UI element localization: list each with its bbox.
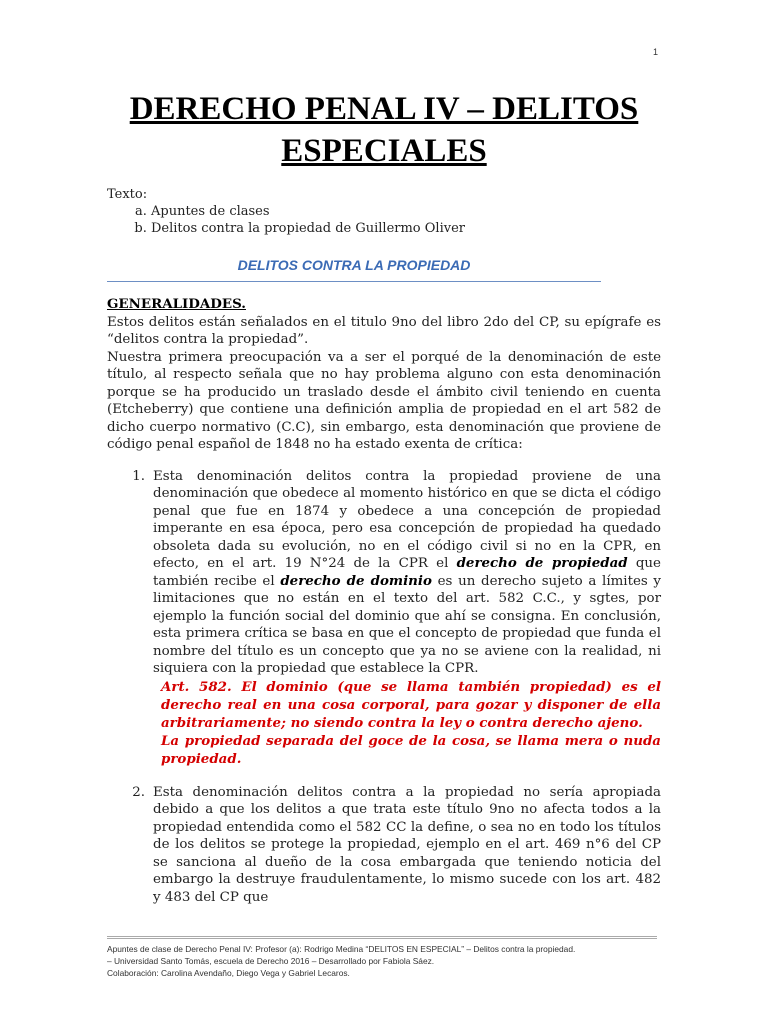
texto-block [107,186,465,237]
item-text: Esta denominación delitos contra la propiedad proviene de una denominación que obedece al momento histórico en que se dicta el código penal que fue en 1874 y obedece a una concepción de propiedad imperante en esa época, pero esa concepción de propiedad ha quedado obsoleta dada su evolución, no en el código civil si no en la CPR, en efecto, en el art. 19 N°24 de la CPR el derecho de propiedad que también recibe el derecho de dominio es un derecho sujeto a límites y limitaciones que no están en el texto del art. 582 C.C., y sgtes, por ejemplo la función social del dominio que ahí se consigna. En conclusión, esta primera crítica se basa en que el concepto de propiedad que funda el nombre del título es un concepto que ya no se aviene con la realidad, ni siquiera con la propiedad que establece la CPR. [153,468,661,676]
criticism-list [107,468,661,907]
texto-label: Texto: [107,187,148,202]
texto-list [107,203,465,237]
article-quote: La propiedad separada del goce de la cosa, se llama mera o nuda propiedad. [161,732,661,767]
footer-line: Colaboración: Carolina Avendaño, Diego Vega y Gabriel Lecaros. [107,968,350,978]
footer-line: Apuntes de clase de Derecho Penal IV: Profesor (a): Rodrigo Medina “DELITOS EN ESPECIAL” – Delitos contra la propiedad. [107,944,576,954]
texto-item: b. Delitos contra la propiedad de Guillermo Oliver [151,220,465,237]
title-line-1: DERECHO PENAL IV – DELITOS [129,91,639,127]
document-title [0,88,768,172]
list-number: 1. [132,468,145,484]
generalidades-heading: GENERALIDADES. [107,296,246,312]
main-content [107,296,661,922]
emphasis: derecho de propiedad [456,555,628,571]
article-quote: Art. 582. El dominio (que se llama también propiedad) es el derecho real en una cosa corporal, para gozar y disponer de ella arbitrariamente; no siendo contra la ley o contra derecho ajeno. [161,678,661,731]
list-number: 2. [132,784,145,800]
item-text: Esta denominación delitos contra a la propiedad no sería apropiada debido a que los delitos a que trata este título 9no no afecta todos a la propiedad entendida como el 582 CC la define, o sea no en todo los títulos de los delitos se protege la propiedad, ejemplo en el art. 469 n°6 del CP se sanciona al dueño de la cosa embargada que teniendo noticia del embargo la destruye fraudulentamente, lo mismo sucede con los art. 482 y 483 del CP que [153,784,661,905]
paragraph: Estos delitos están señalados en el titulo 9no del libro 2do del CP, su epígrafe es “delitos contra la propiedad”. [107,314,661,347]
texto-item: a. Apuntes de clases [151,203,465,220]
emphasis: derecho de dominio [280,572,432,589]
title-line-2: ESPECIALES [281,133,487,169]
page-footer [107,936,657,979]
footer-line: – Universidad Santo Tomás, escuela de Derecho 2016 – Desarrollado por Fabiola Sáez. [107,956,435,966]
section-title: DELITOS CONTRA LA PROPIEDAD [107,257,601,282]
list-item [107,784,661,907]
paragraph: Nuestra primera preocupación va a ser el porqué de la denominación de este título, al respecto señala que no hay problema alguno con esta denominación porque se ha producido un traslado desde el ámbito civil teniendo en cuenta (Etcheberry) que contiene una definición amplia de propiedad en el art 582 de dicho cuerpo normativo (C.C), sin embargo, esta denominación que proviene de código penal español de 1848 no ha estado exenta de crítica: [107,349,661,452]
page-number: 1 [652,47,658,57]
list-item [107,468,661,768]
